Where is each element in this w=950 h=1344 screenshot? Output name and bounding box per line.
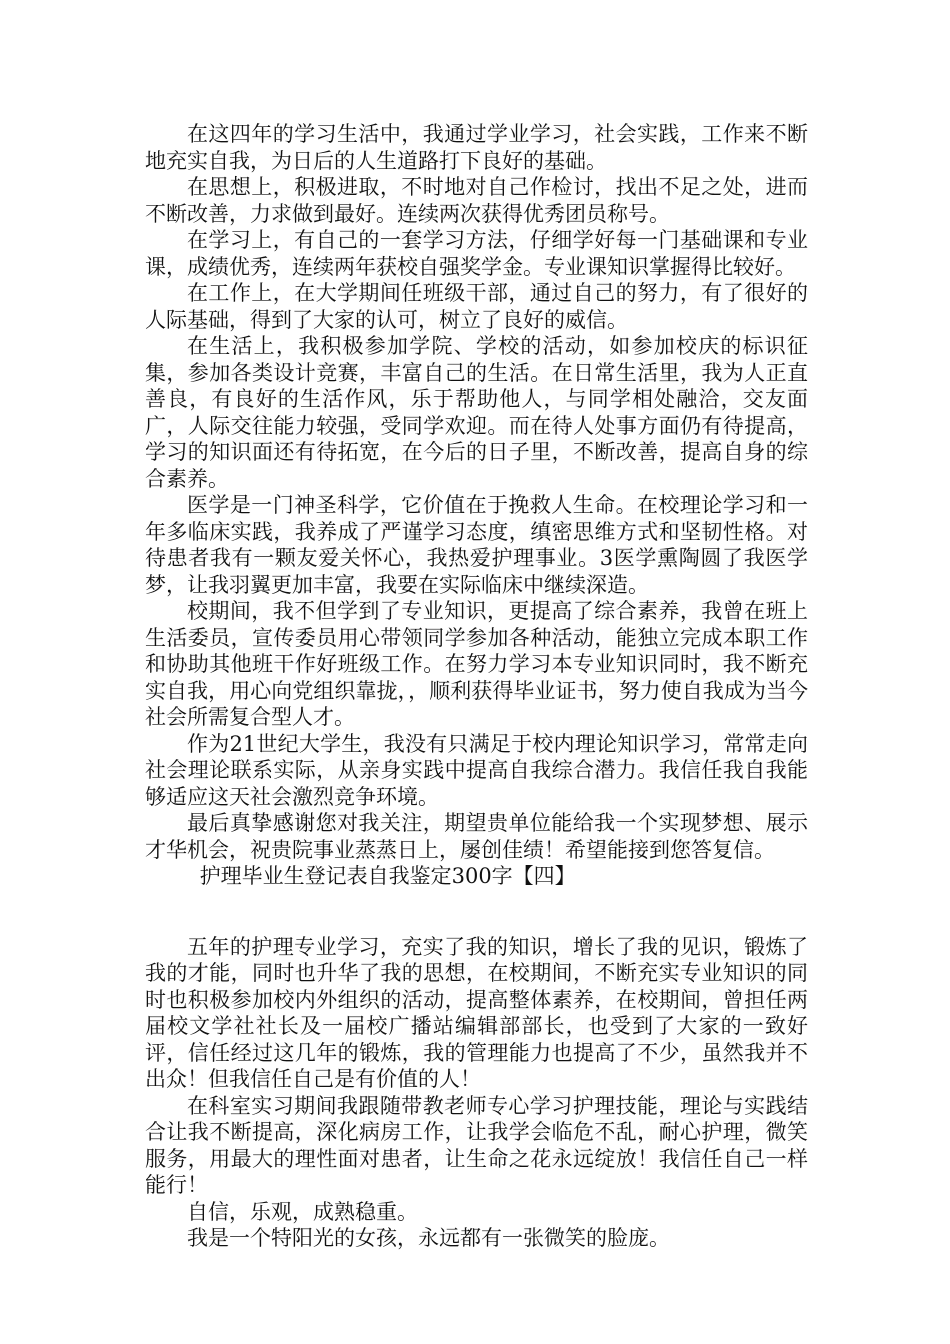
paragraph: 在工作上，在大学期间任班级干部，通过自己的努力，有了很好的人际基础，得到了大家的认可，树立了良好的威信。 [145, 281, 808, 332]
document-body [145, 121, 808, 1252]
paragraph: 自信，乐观，成熟稳重。 [187, 1199, 418, 1224]
section-heading: 护理毕业生登记表自我鉴定300字【四】 [199, 864, 576, 888]
paragraph: 在科室实习期间我跟随带教老师专心学习护理技能，理论与实践结合让我不断提高，深化病房工作，让我学会临危不乱，耐心护理，微笑服务，用最大的理性面对患者，让生命之花永远绽放！我信任自己一样能行！ [145, 1093, 808, 1197]
paragraph: 我是一个特阳光的女孩，永远都有一张微笑的脸庞。 [187, 1226, 670, 1250]
paragraph: 校期间，我不但学到了专业知识，更提高了综合素养，我曾在班上生活委员，宣传委员用心带领同学参加各种活动，能独立完成本职工作和协助其他班干作好班级工作。在努力学习本专业知识同时，我不断充实自我，用心向党组织靠拢，，顺利获得毕业证书，努力使自我成为当今社会所需复合型人才。 [145, 599, 808, 729]
paragraph: 在这四年的学习生活中，我通过学业学习，社会实践，工作来不断地充实自我，为日后的人生道路打下良好的基础。 [145, 122, 808, 173]
paragraph: 作为21世纪大学生，我没有只满足于校内理论知识学习，常常走向社会理论联系实际，从亲身实践中提高自我综合潜力。我信任我自我能够适应这天社会激烈竞争环境。 [145, 731, 808, 809]
paragraph: 医学是一门神圣科学，它价值在于挽救人生命。在校理论学习和一年多临床实践，我养成了严谨学习态度，缜密思维方式和坚韧性格。对待患者我有一颗友爱关怀心，我热爱护理事业。3医学熏陶圆了我医学梦，让我羽翼更加丰富，我要在实际临床中继续深造。 [145, 493, 808, 597]
paragraph: 最后真挚感谢您对我关注，期望贵单位能给我一个实现梦想、展示才华机会，祝贵院事业蒸蒸日上，屡创佳绩！希望能接到您答复信。 [145, 811, 808, 862]
paragraph: 在生活上，我积极参加学院、学校的活动，如参加校庆的标识征集，参加各类设计竞赛，丰富自己的生活。在日常生活里，我为人正直善良，有良好的生活作风，乐于帮助他人，与同学相处融洽，交友面广，人际交往能力较强，受同学欢迎。而在待人处事方面仍有待提高，学习的知识面还有待拓宽，在今后的日子里，不断改善，提高自身的综合素养。 [145, 334, 808, 491]
paragraph: 在学习上，有自己的一套学习方法，仔细学好每一门基础课和专业课，成绩优秀，连续两年获校自强奖学金。专业课知识掌握得比较好。 [145, 228, 808, 279]
paragraph: 五年的护理专业学习，充实了我的知识，增长了我的见识，锻炼了我的才能，同时也升华了我的思想，在校期间，不断充实专业知识的同时也积极参加校内外组织的活动，提高整体素养，在校期间，曾担任两届校文学社社长及一届校广播站编辑部部长，也受到了大家的一致好评，信任经过这几年的锻炼，我的管理能力也提高了不少，虽然我并不出众！但我信任自己是有价值的人！ [145, 934, 808, 1091]
blank-line [145, 890, 808, 934]
paragraph: 在思想上，积极进取，不时地对自己作检讨，找出不足之处，进而不断改善，力求做到最好。连续两次获得优秀团员称号。 [145, 175, 808, 226]
